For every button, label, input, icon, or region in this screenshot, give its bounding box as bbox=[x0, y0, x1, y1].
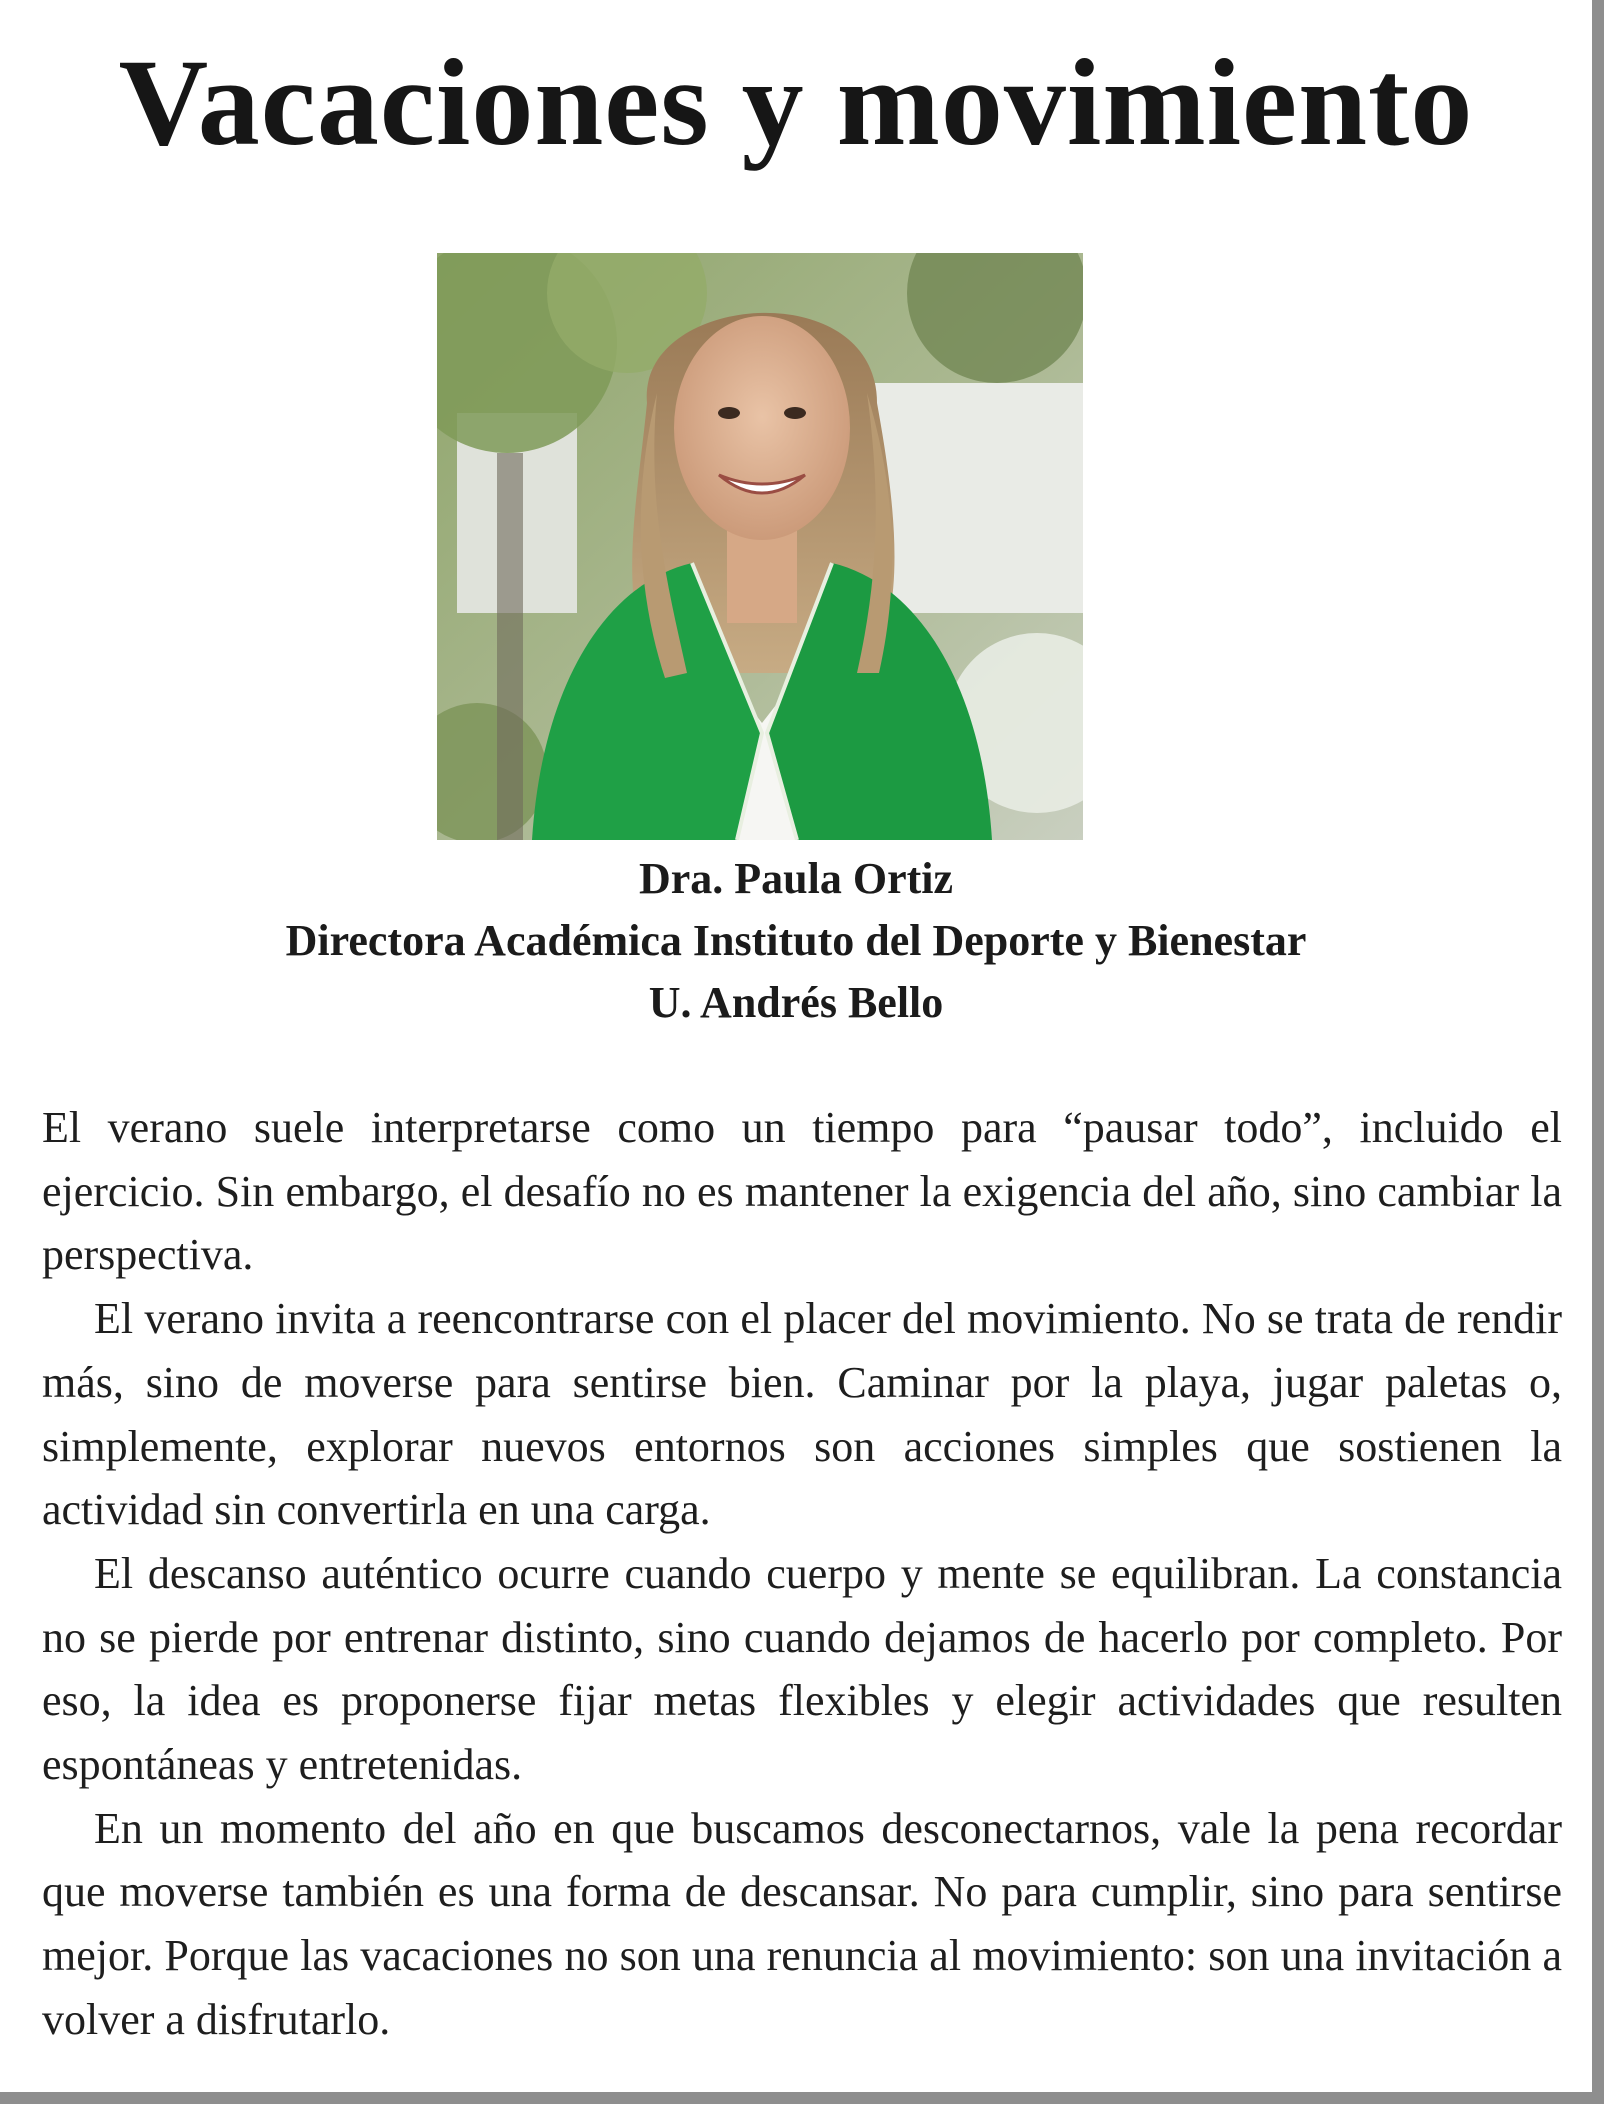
page-frame-right bbox=[1592, 0, 1604, 2104]
author-name: Dra. Paula Ortiz bbox=[638, 854, 954, 903]
article-paragraph: El descanso auténtico ocurre cuando cuerpo y mente se equilibran. La constancia no se pierde por entrenar distinto, sino cuando dejamos de hacerlo por completo. Por eso, la idea es proponerse fijar metas flexibles y elegir actividades que resulten espontáneas y entretenidas. bbox=[42, 1548, 1562, 1790]
article-paragraph: El verano invita a reencontrarse con el placer del movimiento. No se trata de rendir más, sino de moverse para sentirse bien. Caminar por la playa, jugar paletas o, simplemente, explorar nuevos entornos son acciones simples que sostienen la actividad sin convertirla en una carga. bbox=[42, 1294, 1562, 1535]
article-body bbox=[42, 1096, 1562, 2052]
author-byline bbox=[0, 848, 1592, 1034]
article-title: Vacaciones y movimiento bbox=[118, 34, 1474, 171]
author-institution: U. Andrés Bello bbox=[648, 978, 944, 1027]
article-paragraph: En un momento del año en que buscamos desconectarnos, vale la pena recordar que moverse también es una forma de descansar. No para cumplir, sino para sentirse mejor. Porque las vacaciones no son una renuncia al movimiento: son una invitación a volver a disfrutarlo. bbox=[42, 1803, 1562, 2044]
author-portrait-photo bbox=[437, 253, 1083, 840]
author-role: Directora Académica Instituto del Deporte y Bienestar bbox=[285, 916, 1307, 965]
article-paragraph: El verano suele interpretarse como un tiempo para “pausar todo”, incluido el ejercicio. Sin embargo, el desafío no es mantener la exigencia del año, sino cambiar la perspectiva. bbox=[42, 1103, 1562, 1280]
page-frame-bottom bbox=[0, 2092, 1604, 2104]
